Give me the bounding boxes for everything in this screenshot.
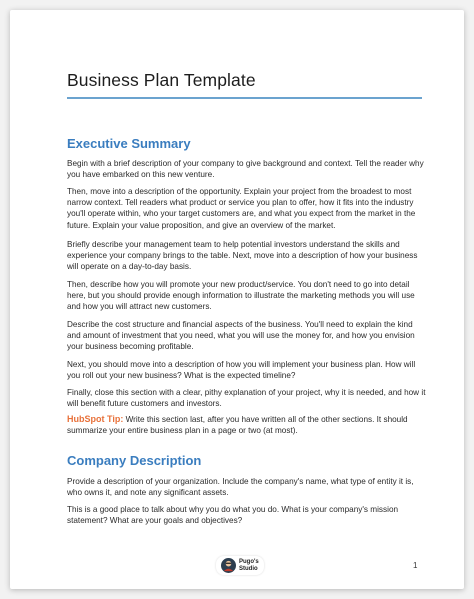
- title-divider: [67, 97, 422, 99]
- company-paragraph-2: This is a good place to talk about why you do what you do. What is your company's mission statement? What are your goals and objectives?: [67, 505, 399, 526]
- document-title: Business Plan Template: [67, 70, 256, 90]
- hubspot-tip: [67, 414, 427, 436]
- tip-text: Write this section last, after you have written all of the other sections. It should summarize your entire business plan in a page or two (at most).: [67, 415, 408, 436]
- exec-paragraph-5: Describe the cost structure and financial aspects of the business. You'll need to explain the kind and amount of investment that you need, what you will use the money for, and how you envision your business becoming profitable.: [67, 320, 415, 352]
- executive-summary-heading: Executive Summary: [67, 136, 191, 151]
- studio-watermark: [216, 556, 264, 575]
- document-page: [10, 10, 464, 589]
- exec-paragraph-4: Then, describe how you will promote your new product/service. You don't need to go into detail here, but you should provide enough information to illustrate the marketing methods you will use and how you will attract new customers.: [67, 280, 415, 312]
- watermark-text: [239, 559, 259, 572]
- person-avatar-icon: [221, 558, 236, 573]
- watermark-line-1: Pugo's: [239, 559, 259, 565]
- company-paragraph-1: Provide a description of your organization. Include the company's name, what type of entity it is, who owns it, and note any significant assets.: [67, 477, 414, 498]
- exec-paragraph-3: Briefly describe your management team to help potential investors understand the skills and experience your company brings to the table. Next, move into a description of how your business will operate on a day-to-day basis.: [67, 240, 418, 272]
- watermark-line-2: Studio: [239, 565, 258, 572]
- exec-paragraph-1: Begin with a brief description of your company to give background and context. Tell the reader why you have embarked on this new venture.: [67, 159, 424, 180]
- exec-paragraph-2: Then, move into a description of the opportunity. Explain your project from the broadest to most narrow context. Tell readers what product or service you plan to offer, how it fits into the industry you'll operate within, who your target customers are, and what you expect from the market in the future. Explain your value proposition, and give an overview of the market.: [67, 187, 416, 230]
- tip-label: HubSpot Tip:: [67, 414, 124, 424]
- exec-paragraph-6: Next, you should move into a description of how you will implement your business plan. How will you roll out your new business? What is the expected timeline?: [67, 360, 416, 381]
- exec-paragraph-7: Finally, close this section with a clear, pithy explanation of your project, why it is needed, and how it will benefit future customers and investors.: [67, 388, 426, 409]
- company-description-heading: Company Description: [67, 453, 202, 468]
- page-number: 1: [413, 561, 418, 570]
